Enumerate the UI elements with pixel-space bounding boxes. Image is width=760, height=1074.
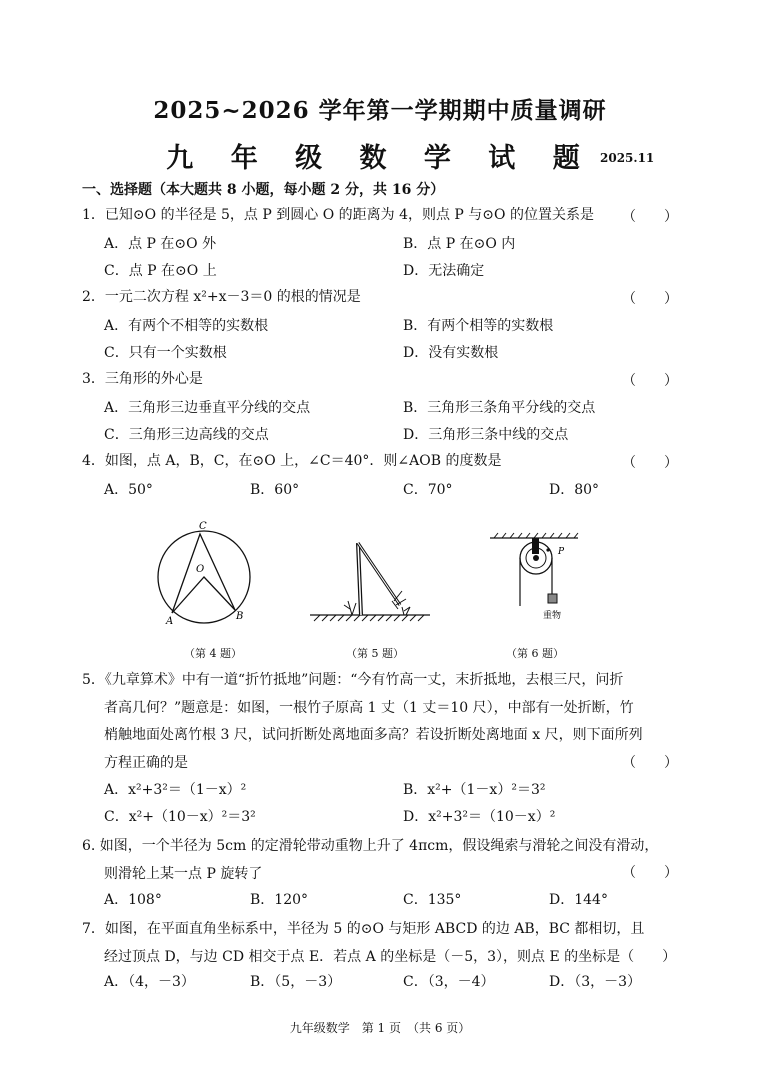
question-3-option-a: A．三角形三边垂直平分线的交点: [104, 400, 311, 416]
question-2-option-b: B．有两个相等的实数根: [403, 318, 554, 334]
label-a: A: [166, 616, 174, 627]
question-3-option-d: D．三角形三条中线的交点: [403, 427, 569, 443]
question-2-stem: 2．一元二次方程 x²+x－3＝0 的根的情况是: [82, 289, 361, 305]
question-3-answer-blank: （ ）: [622, 373, 678, 389]
label-c: C: [199, 521, 207, 532]
question-4-option-a: A．50°: [104, 482, 153, 498]
pulley-mount: [532, 538, 539, 554]
question-1-option-a: A．点 P 在⊙O 外: [104, 236, 217, 252]
ceiling-hatching: [494, 533, 578, 538]
figure-6-caption: （第 6 题）: [506, 647, 564, 660]
question-2-answer-blank: （ ）: [622, 291, 678, 307]
question-5-option-c: C．x²+（10－x）²＝3²: [104, 809, 256, 825]
question-6-option-d: D．144°: [549, 892, 608, 908]
bamboo-leaves-top: [392, 591, 410, 611]
label-b: B: [236, 611, 244, 622]
question-2-option-c: C．只有一个实数根: [104, 345, 227, 361]
section-heading: 一、选择题（本大题共 8 小题，每小题 2 分，共 16 分）: [82, 182, 445, 198]
question-1-option-b: B．点 P 在⊙O 内: [403, 236, 516, 252]
question-5-stem: 5．《九章算术》中有一道“折竹抵地”问题：“今有竹高一丈，末折抵地，去根三尺，问折 者高几何？”题意是：如图，一根竹子原高 1 丈（1 丈＝10 尺），中部有一处折断，竹 梢触地面处离竹根 3 尺，试问折断处离地面多高？若设折断处离地面 x 尺，则下面所列 方程正确的是: [82, 672, 643, 771]
question-6-option-c: C．135°: [403, 892, 462, 908]
question-2-option-d: D．没有实数根: [403, 345, 499, 361]
question-6-option-b: B．120°: [250, 892, 309, 908]
question-3-option-b: B．三角形三条角平分线的交点: [403, 400, 596, 416]
question-7-stem: 7．如图，在平面直角坐标系中，半径为 5 的⊙O 与矩形 ABCD 的边 AB，BC 都相切，且 经过顶点 D，与边 CD 相交于点 E．若点 A 的坐标是（－5，3），则点 E 的坐标是（ ）: [82, 921, 677, 965]
question-5-answer-blank: （ ）: [622, 755, 678, 771]
question-5-option-d: D．x²+3²＝（10－x）²: [403, 809, 556, 825]
weight-block: [548, 594, 557, 603]
question-3-stem: 3．三角形的外心是: [82, 371, 203, 387]
exam-title: 2025~2026 学年第一学期期中质量调研: [153, 97, 607, 124]
pulley-axle: [533, 555, 539, 561]
central-angle-aob: [172, 577, 235, 613]
question-1-answer-blank: （ ）: [622, 209, 678, 225]
question-4-stem: 4．如图，点 A，B，C，在⊙O 上，∠C＝40°．则∠AOB 的度数是: [82, 453, 502, 469]
question-6-option-a: A．108°: [104, 892, 162, 908]
question-6-stem: 6. 如图，一个半径为 5cm 的定滑轮带动重物上升了 4πcm，假设绳索与滑轮之间没有滑动， 则滑轮上某一点 P 旋转了: [82, 838, 659, 882]
exam-date: 2025.11: [600, 151, 655, 165]
point-p: [546, 548, 549, 551]
question-4-option-d: D．80°: [549, 482, 600, 498]
question-3-option-c: C．三角形三边高线的交点: [104, 427, 269, 443]
question-7-option-a: A．（4，－3）: [104, 974, 195, 990]
bamboo-shoot-left: [344, 601, 356, 615]
exam-subtitle: 九 年 级 数 学 试 题: [166, 143, 594, 174]
ground-hatching: [314, 615, 424, 621]
question-7-option-b: B．（5，－3）: [250, 974, 342, 990]
question-2-option-a: A．有两个不相等的实数根: [104, 318, 269, 334]
figure-5-caption: （第 5 题）: [346, 647, 404, 660]
question-5-option-b: B．x²+（1－x）²＝3²: [403, 782, 546, 798]
question-4-option-b: B．60°: [250, 482, 300, 498]
question-7-option-c: C．（3，－4）: [403, 974, 495, 990]
question-4-answer-blank: （ ）: [622, 455, 678, 471]
label-p: P: [558, 547, 565, 557]
question-4-option-c: C．70°: [403, 482, 453, 498]
label-o: O: [196, 564, 205, 575]
question-7-option-d: D．（3，－3）: [549, 974, 642, 990]
question-5-option-a: A．x²+3²＝（1－x）²: [104, 782, 247, 798]
figure-5-bamboo-diagram: [308, 535, 433, 625]
question-1-option-d: D．无法确定: [403, 263, 485, 279]
page-footer: 九年级数学 第 1 页 （共 6 页）: [289, 1021, 471, 1035]
question-1-stem: 1．已知⊙O 的半径是 5，点 P 到圆心 O 的距离为 4，则点 P 与⊙O 的位置关系是: [82, 207, 594, 223]
figure-6-pulley-diagram: [486, 532, 586, 627]
question-1-option-c: C．点 P 在⊙O 上: [104, 263, 217, 279]
figure-4-circle-diagram: [150, 515, 265, 627]
figure-4-caption: （第 4 题）: [184, 647, 242, 660]
question-6-answer-blank: （ ）: [622, 865, 678, 881]
label-weight: 重物: [543, 611, 562, 621]
